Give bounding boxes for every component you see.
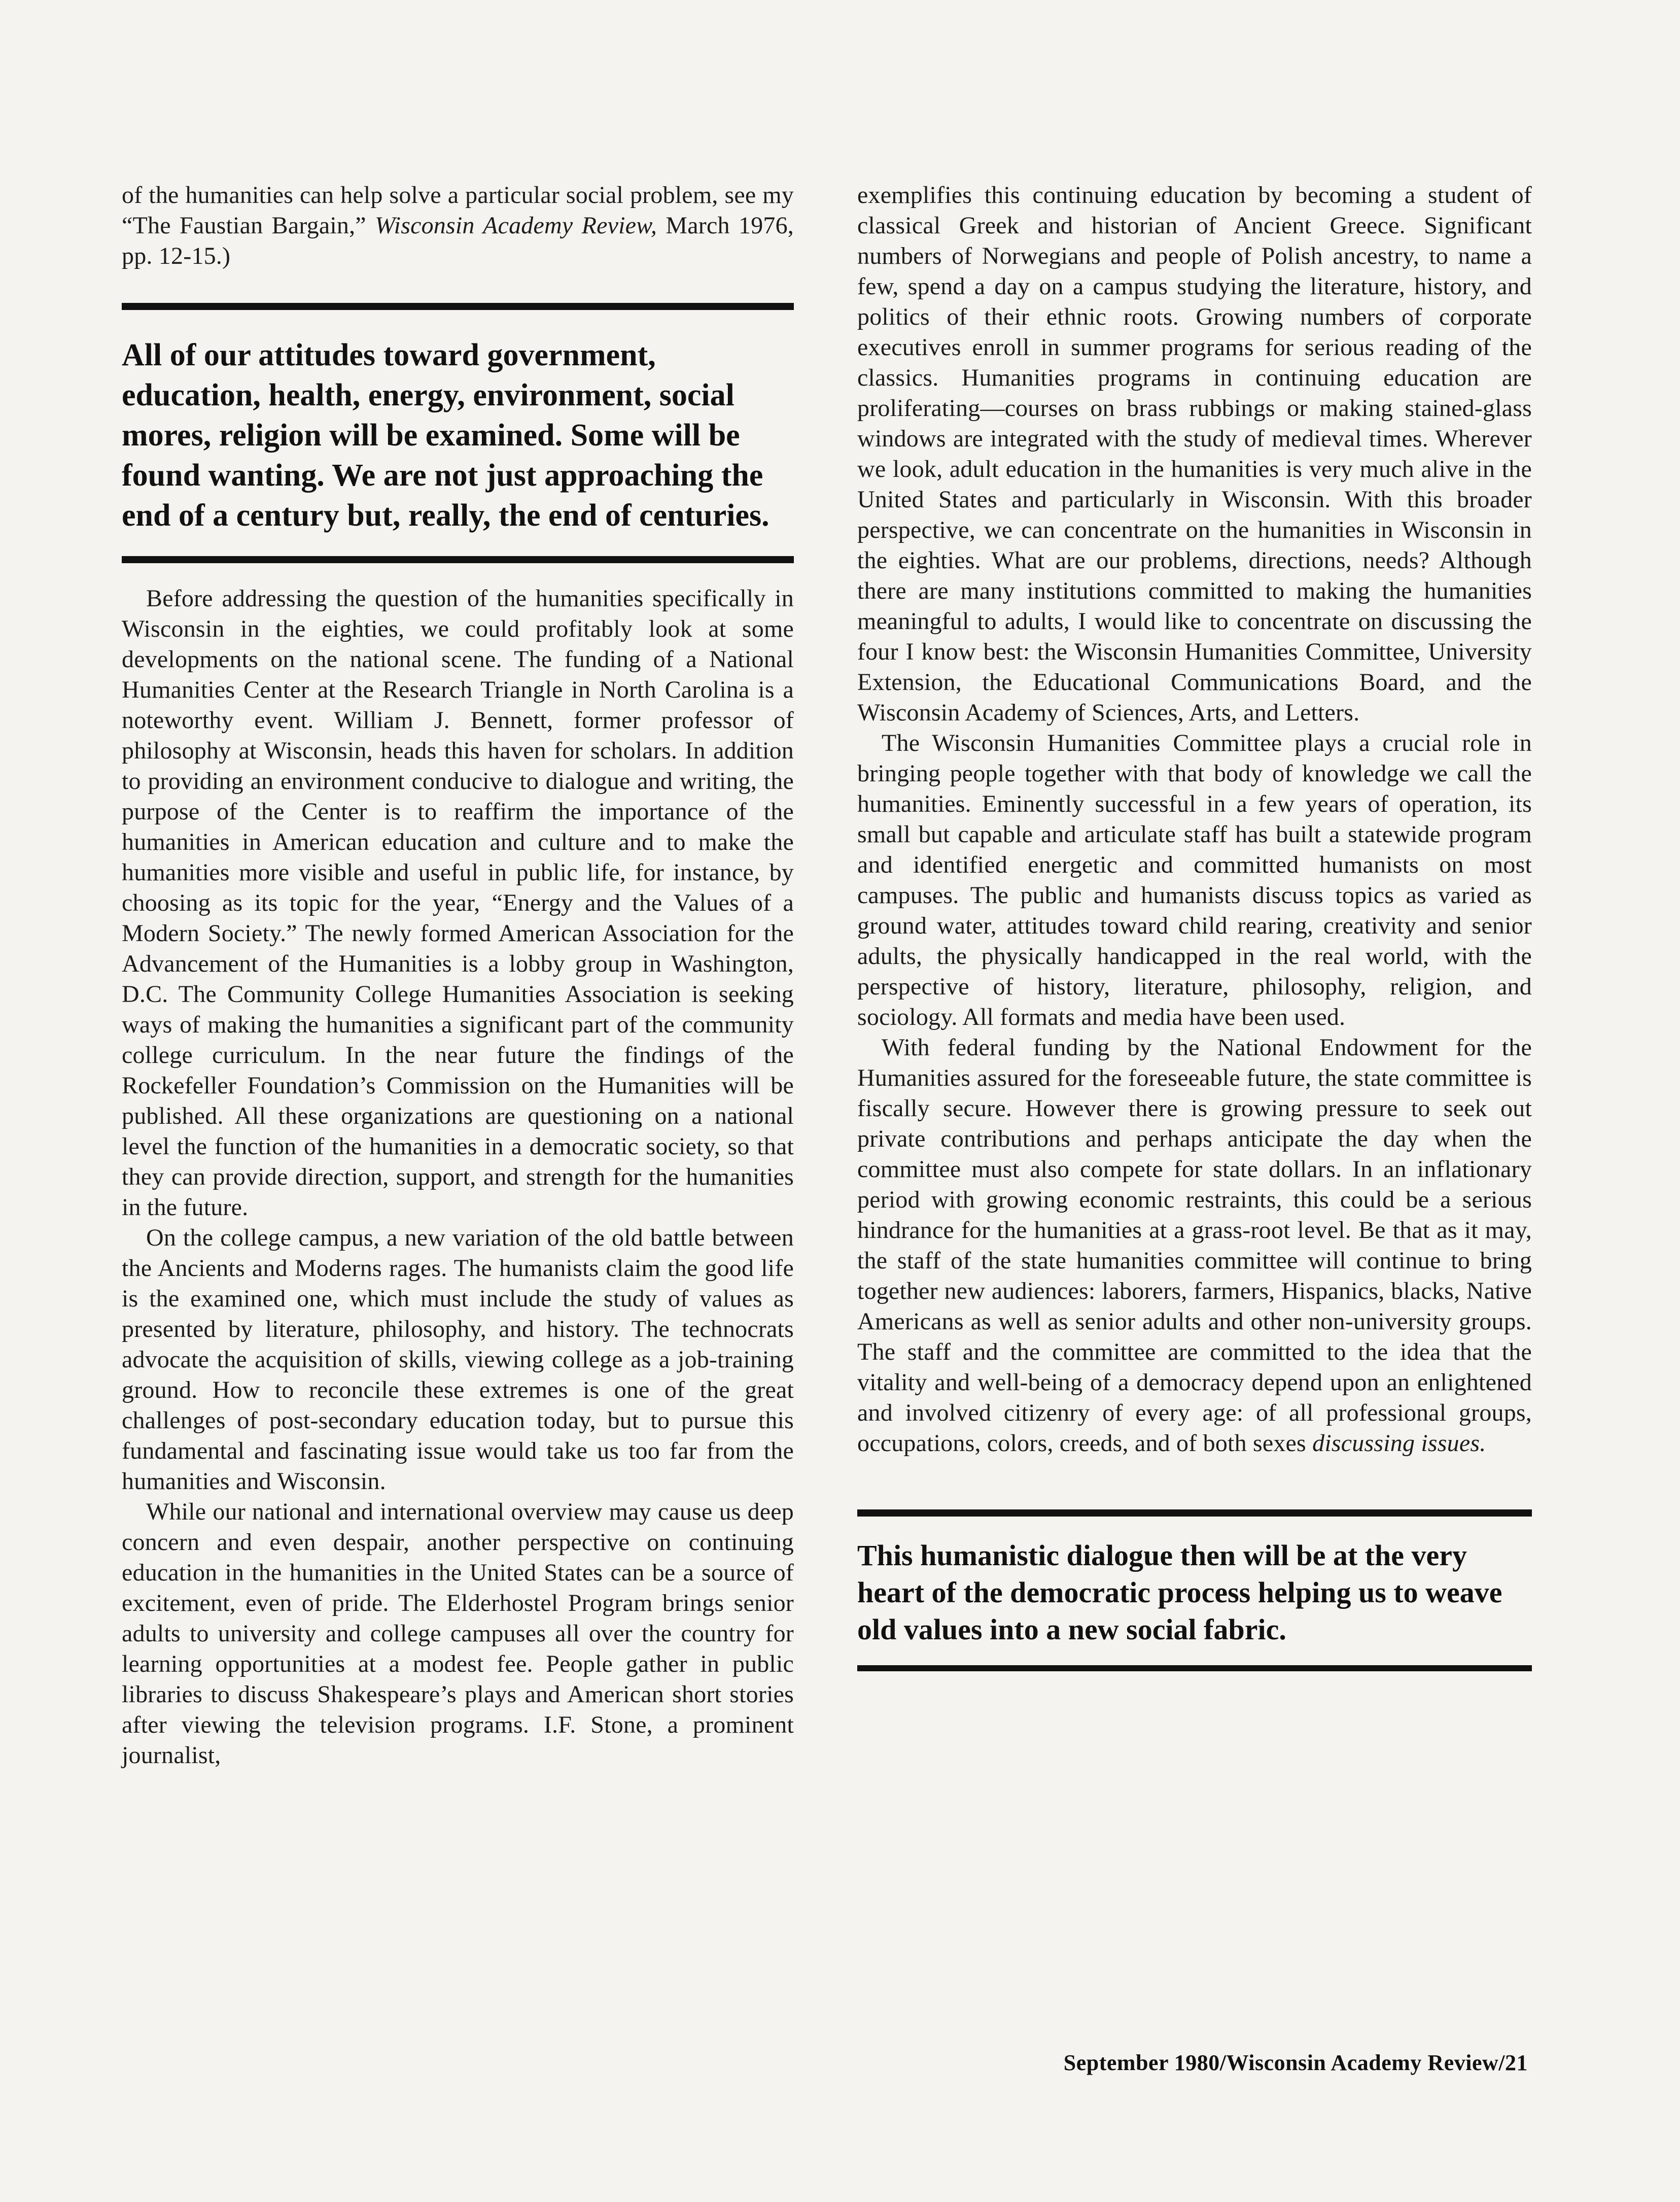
paragraph-national-scene: Before addressing the question of the humanities specifically in Wisconsin in the eighties, we could profitably look at some developments on the national scene. The funding of a National Humanities Center at the Research Triangle in North Carolina is a noteworthy event. William J. Bennett, former professor of philosophy at Wisconsin, heads this haven for scholars. In addition to providing an environment conducive to dialogue and writing, the purpose of the Center is to reaffirm the importance of the humanities in American education and culture and to make the humanities more visible and useful in public life, for instance, by choosing as its topic for the year, “Energy and the Values of a Modern Society.” The newly formed American Association for the Advancement of the Humanities is a lobby group in Washington, D.C. The Community College Humanities Association is seeking ways of making the humanities a significant part of the community college curriculum. In the near future the findings of the Rockefeller Foundation’s Commission on the Humanities will be published. All these organizations are questioning on a national level the function of the humanities in a democratic society, so that they can provide direction, support, and strength for the humanities in the future. [122,585,794,1221]
pullquote-rule-bottom [122,556,794,563]
paragraph-continuing-education: While our national and international overview may cause us deep concern and even despair, another perspective on continuing education in the humanities in the United States can be a source of excitement, even of pride. The Elderhostel Program brings senior adults to university and college campuses all over the country for learning opportunities at a modest fee. People gather in public libraries to discuss Shakespeare’s plays and American short stories after viewing the television programs. I.F. Stone, a prominent journalist, [122,1498,794,1769]
intro-citation-tail: March 1976, pp. 12-15.) [122,212,794,269]
paragraph-college-campus: On the college campus, a new variation of the old battle between the Ancients and Moderns rages. The humanists claim the good life is the examined one, which must include the study of values as presented by literature, philosophy, and history. The technocrats advocate the acquisition of skills, viewing college as a job-training ground. How to reconcile these extremes is one of the great challenges of post-secondary education today, but to pursue this fundamental and fascinating issue would take us too far from the humanities and Wisconsin. [122,1224,794,1495]
left-column [122,180,794,1771]
discussing-issues-italic: discussing issues. [1312,1430,1486,1457]
pullquote-right: This humanistic dialogue then will be at the very heart of the democratic process helping us to weave old values into a new social fabric. [857,1539,1502,1646]
intro-journal-title: Wisconsin Academy Review, [375,212,657,239]
pullquote-left: All of our attitudes toward government, education, health, energy, environment, social mores, religion will be examined. Some will be found wanting. We are not just approaching the end of a century but, really, the end of centuries. [122,338,769,533]
pullquote-rule-top [122,303,794,310]
page-footer: September 1980/Wisconsin Academy Review/21 [1063,2050,1528,2075]
paragraph-exemplifies: exemplifies this continuing education by becoming a student of classical Greek and historian of Ancient Greece. Significant numbers of Norwegians and people of Polish ancestry, to name a few, spend a day on a campus studying the literature, history, and politics of their ethnic roots. Growing numbers of corporate executives enroll in summer programs for serious reading of the classics. Humanities programs in continuing education are proliferating—courses on brass rubbings or making stained-glass windows are integrated with the study of medieval times. Wherever we look, adult education in the humanities is very much alive in the United States and particularly in Wisconsin. With this broader perspective, we can concentrate on the humanities in Wisconsin in the eighties. What are our problems, directions, needs? Although there are many institutions committed to making the humanities meaningful to adults, I would like to concentrate on discussing the four I know best: the Wisconsin Humanities Committee, University Extension, the Educational Communications Board, and the Wisconsin Academy of Sciences, Arts, and Letters. [857,182,1532,726]
federal-funding-text: With federal funding by the National Endowment for the Humanities assured for the foreseeable future, the state committee is fiscally secure. However there is growing pressure to seek out private contributions and perhaps anticipate the day when the committee must also compete for state dollars. In an inflationary period with growing economic restraints, this could be a serious hindrance for the humanities at a grass-root level. Be that as it may, the staff of the state humanities committee will continue to bring together new audiences: laborers, farmers, Hispanics, blacks, Native Americans as well as senior adults and other non-university groups. The staff and the committee are committed to the idea that the vitality and well-being of a democracy depend upon an enlightened and involved citizenry of every age: of all professional groups, occupations, colors, creeds, and of both sexes [857,1034,1532,1457]
paragraph-federal-funding [857,1033,1532,1459]
right-column [857,180,1532,1671]
intro-paragraph [122,180,794,271]
paragraph-humanities-committee: The Wisconsin Humanities Committee plays a crucial role in bringing people together with that body of knowledge we call the humanities. Eminently successful in a few years of operation, its small but capable and articulate staff has built a statewide program and identified energetic and committed humanists on most campuses. The public and humanists discuss topics as varied as ground water, attitudes toward child rearing, creativity and senior adults, the physically handicapped in the real world, with the perspective of history, literature, philosophy, religion, and sociology. All formats and media have been used. [857,730,1532,1030]
intro-text: of the humanities can help solve a particular social problem, see my “The Faustian Bargain,” [122,182,794,239]
pullquote-right-rule-top [857,1509,1532,1517]
pullquote-right-rule-bottom [857,1665,1532,1671]
